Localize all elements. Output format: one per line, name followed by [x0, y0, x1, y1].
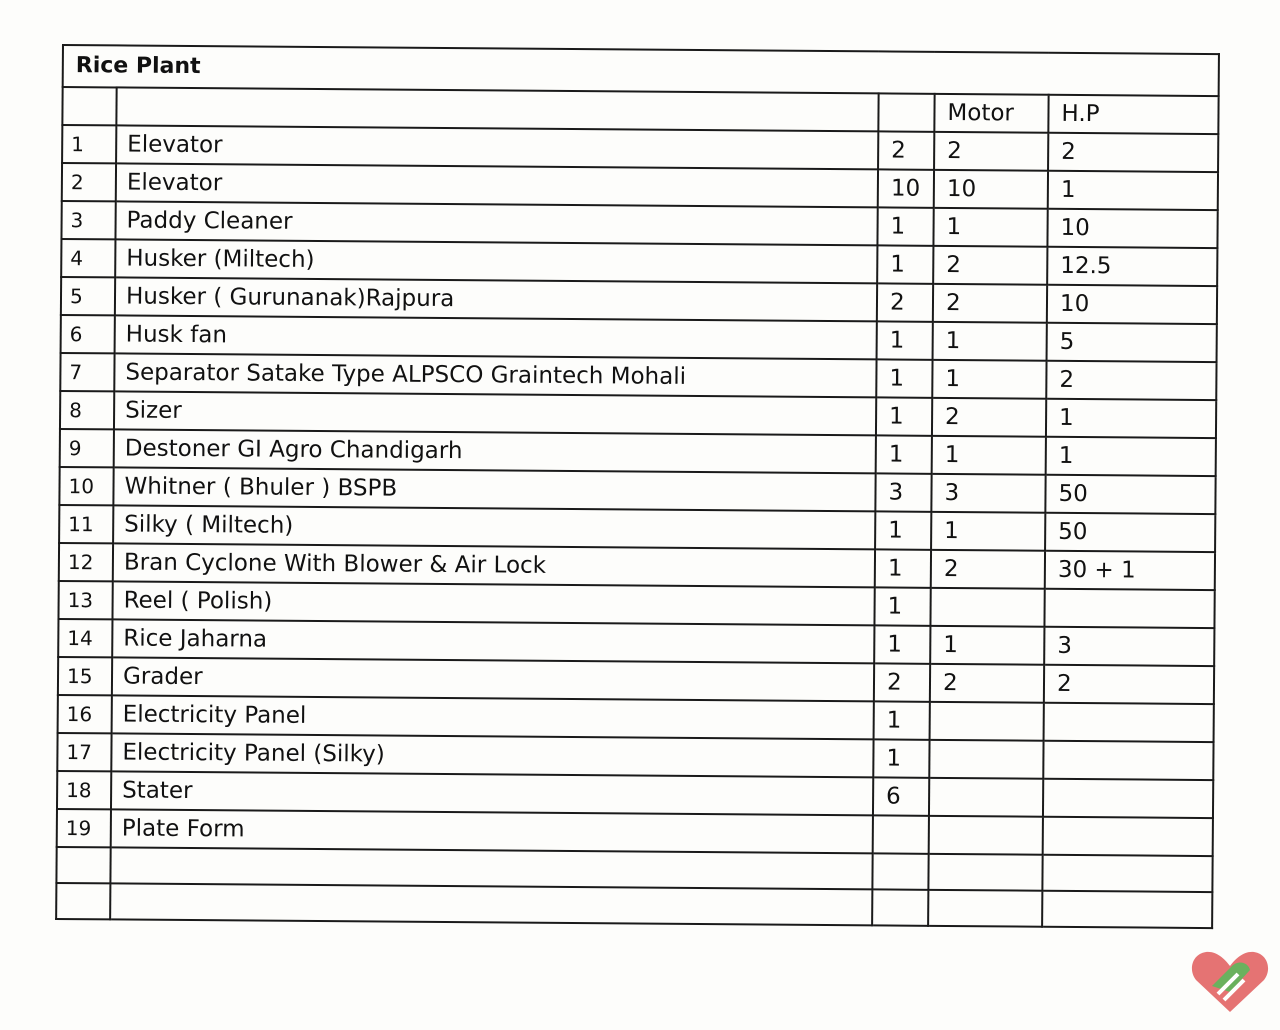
row-qty: 2: [878, 131, 934, 169]
row-item: Separator Satake Type ALPSCO Graintech Mohali: [114, 353, 876, 397]
row-sn: 3: [61, 201, 115, 239]
blank-cell: [928, 890, 1042, 927]
row-hp: 10: [1047, 209, 1217, 248]
blank-cell: [1042, 891, 1212, 928]
row-item: Silky ( Miltech): [113, 505, 875, 549]
row-item: Husker (Miltech): [115, 239, 877, 283]
row-item: Plate Form: [111, 809, 873, 853]
row-qty: 1: [875, 549, 931, 587]
row-item: Elevator: [116, 125, 878, 169]
blank-row: [56, 883, 1212, 928]
row-sn: 13: [58, 581, 112, 619]
row-motor: [929, 740, 1043, 779]
header-qty: [878, 93, 934, 131]
blank-cell: [110, 883, 872, 925]
document-sheet: [55, 44, 1218, 961]
blank-cell: [872, 889, 928, 925]
row-qty: 1: [877, 207, 933, 245]
row-qty: 6: [873, 777, 929, 815]
row-motor: 1: [932, 360, 1046, 399]
row-qty: 2: [874, 663, 930, 701]
row-motor: 10: [934, 170, 1048, 209]
row-qty: 3: [875, 473, 931, 511]
row-motor: [929, 816, 1043, 855]
row-item: Sizer: [114, 391, 876, 435]
row-sn: 10: [59, 467, 113, 505]
row-item: Paddy Cleaner: [115, 201, 877, 245]
row-motor: 2: [931, 550, 1045, 589]
row-item: Husk fan: [115, 315, 877, 359]
row-item: Reel ( Polish): [112, 581, 874, 625]
row-hp: 3: [1044, 627, 1214, 666]
row-motor: 2: [932, 398, 1046, 437]
row-qty: 1: [876, 359, 932, 397]
row-hp: [1044, 589, 1214, 628]
row-qty: 1: [875, 511, 931, 549]
row-qty: 1: [877, 245, 933, 283]
row-sn: 8: [60, 391, 114, 429]
row-sn: 2: [62, 163, 116, 201]
row-hp: [1043, 779, 1213, 818]
row-hp: 5: [1047, 323, 1217, 362]
row-sn: 18: [57, 771, 111, 809]
row-sn: 1: [62, 125, 116, 163]
row-motor: 3: [931, 474, 1045, 513]
row-sn: 19: [57, 809, 111, 847]
row-item: Electricity Panel (Silky): [111, 733, 873, 777]
blank-cell: [56, 883, 110, 919]
row-motor: 2: [934, 132, 1048, 171]
row-motor: 1: [931, 512, 1045, 551]
blank-cell: [110, 847, 872, 889]
row-hp: [1044, 703, 1214, 742]
row-hp: 1: [1046, 437, 1216, 476]
row-item: Elevator: [116, 163, 878, 207]
row-qty: 1: [876, 397, 932, 435]
blank-cell: [1042, 855, 1212, 892]
row-item: Electricity Panel: [112, 695, 874, 739]
row-qty: [873, 815, 929, 853]
row-sn: 15: [58, 657, 112, 695]
row-item: Stater: [111, 771, 873, 815]
row-motor: 2: [933, 284, 1047, 323]
header-sn: [62, 87, 116, 125]
row-qty: 1: [874, 701, 930, 739]
row-item: Rice Jaharna: [112, 619, 874, 663]
row-sn: 6: [61, 315, 115, 353]
blank-cell: [928, 854, 1042, 891]
row-sn: 4: [61, 239, 115, 277]
row-hp: 12.5: [1047, 247, 1217, 286]
row-sn: 16: [58, 695, 112, 733]
row-hp: 1: [1048, 171, 1218, 210]
row-motor: [930, 588, 1044, 627]
row-sn: 12: [59, 543, 113, 581]
header-motor: Motor: [934, 94, 1048, 133]
row-qty: 1: [876, 435, 932, 473]
row-hp: 30 + 1: [1045, 551, 1215, 590]
row-item: Husker ( Gurunanak)Rajpura: [115, 277, 877, 321]
row-item: Destoner GI Agro Chandigarh: [114, 429, 876, 473]
row-motor: 2: [933, 246, 1047, 285]
row-hp: [1043, 817, 1213, 856]
row-qty: 2: [877, 283, 933, 321]
row-motor: 1: [933, 322, 1047, 361]
row-hp: 2: [1046, 361, 1216, 400]
header-item: [116, 87, 878, 131]
row-hp: 50: [1045, 475, 1215, 514]
header-hp: H.P: [1048, 95, 1218, 134]
row-motor: [930, 702, 1044, 741]
blank-cell: [872, 853, 928, 889]
row-hp: 10: [1047, 285, 1217, 324]
row-sn: 7: [60, 353, 114, 391]
handshake-heart-icon: [1188, 946, 1272, 1016]
row-qty: 1: [877, 321, 933, 359]
row-item: Whitner ( Bhuler ) BSPB: [113, 467, 875, 511]
row-sn: 17: [57, 733, 111, 771]
table-title: Rice Plant: [63, 45, 1219, 96]
row-sn: 9: [60, 429, 114, 467]
row-hp: 2: [1044, 665, 1214, 704]
row-item: Grader: [112, 657, 874, 701]
row-motor: [929, 778, 1043, 817]
row-motor: 1: [933, 208, 1047, 247]
equipment-table: [55, 44, 1220, 929]
row-motor: 2: [930, 664, 1044, 703]
blank-cell: [56, 847, 110, 883]
row-hp: 1: [1046, 399, 1216, 438]
row-motor: 1: [930, 626, 1044, 665]
row-item: Bran Cyclone With Blower & Air Lock: [113, 543, 875, 587]
row-qty: 1: [874, 587, 930, 625]
row-sn: 14: [58, 619, 112, 657]
row-hp: [1043, 741, 1213, 780]
row-qty: 1: [873, 739, 929, 777]
row-sn: 11: [59, 505, 113, 543]
row-qty: 1: [874, 625, 930, 663]
row-sn: 5: [61, 277, 115, 315]
row-hp: 2: [1048, 133, 1218, 172]
row-hp: 50: [1045, 513, 1215, 552]
row-qty: 10: [878, 169, 934, 207]
row-motor: 1: [932, 436, 1046, 475]
